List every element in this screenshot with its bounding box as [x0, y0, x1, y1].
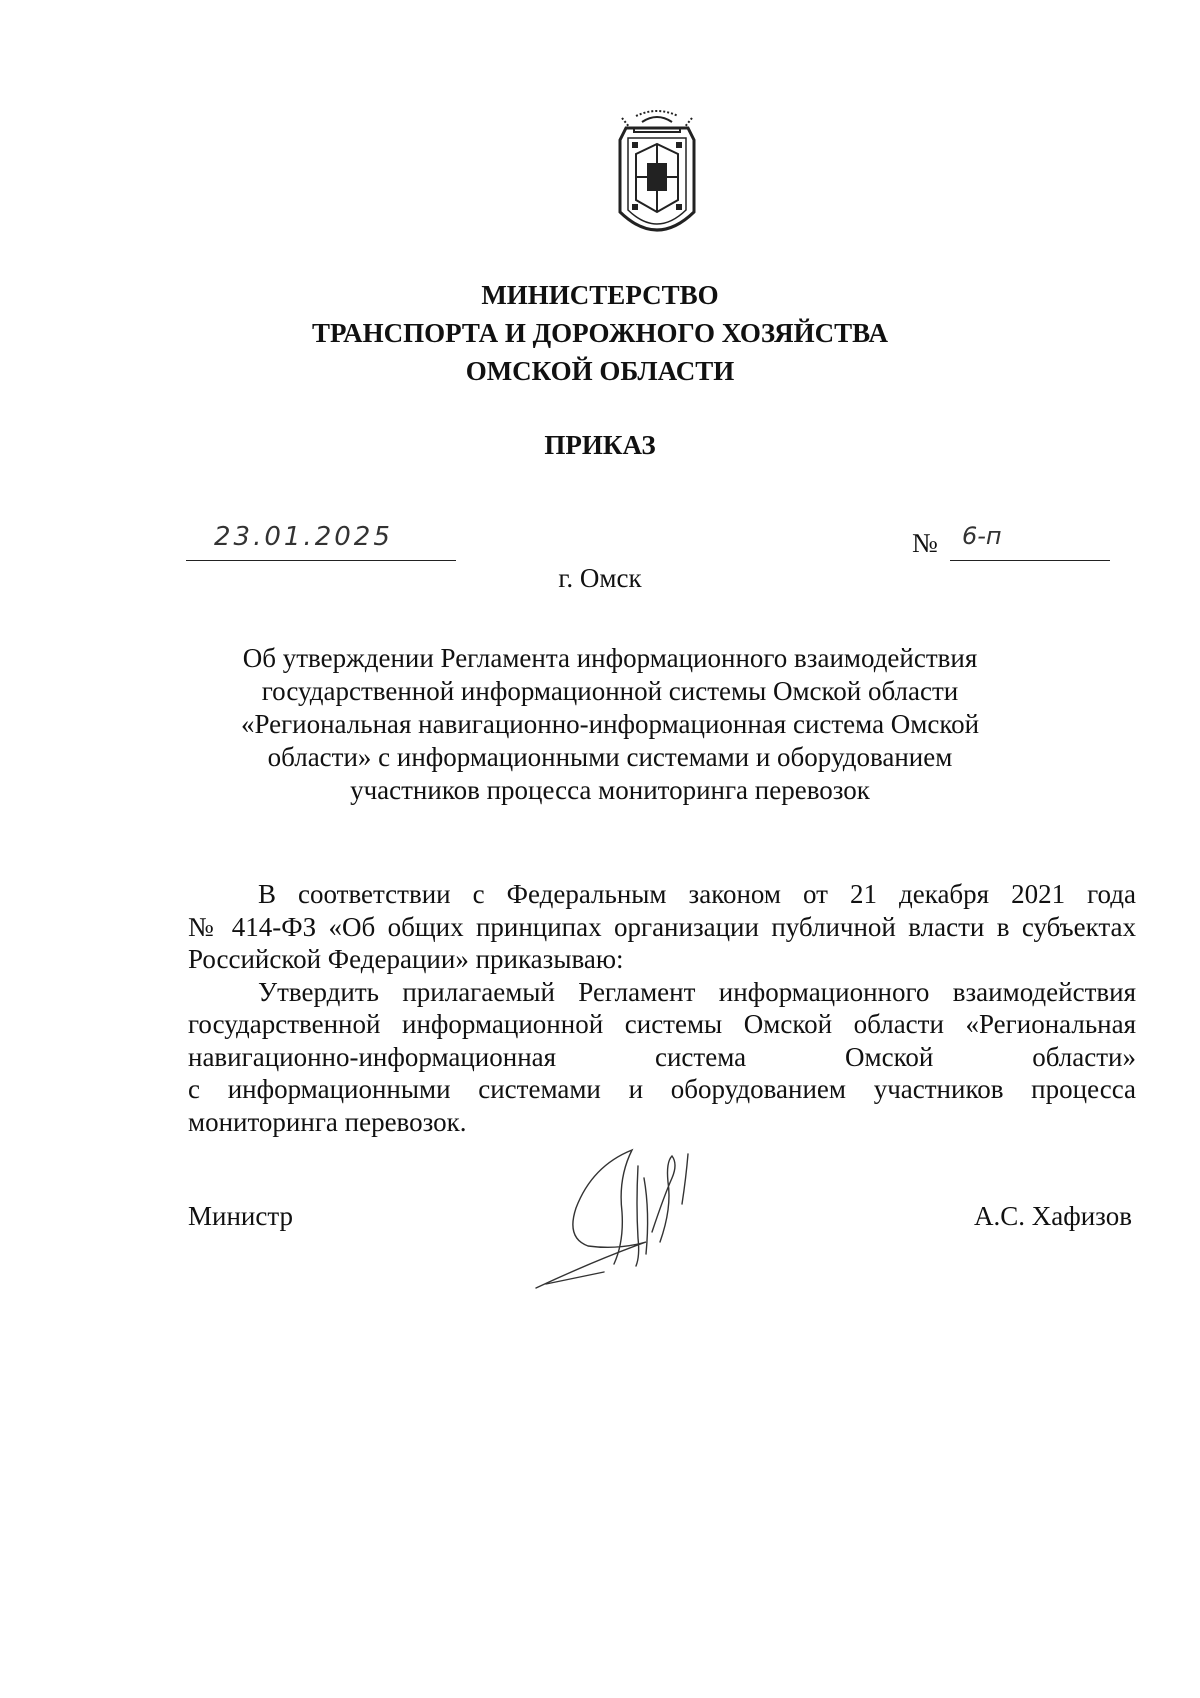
subject-line: «Региональная навигационно-информационная система Омской	[240, 709, 980, 739]
subject-line: участников процесса мониторинга перевозок	[350, 775, 870, 805]
subject-line: Об утверждении Регламента информационного взаимодействия	[242, 643, 978, 673]
ministry-line-2: ТРАНСПОРТА И ДОРОЖНОГО ХОЗЯЙСТВА	[312, 318, 888, 348]
number-underline	[950, 524, 1110, 561]
body-line: Утвердить прилагаемый Регламент информационного взаимодействия	[258, 976, 1136, 1007]
body-line: мониторинга перевозок.	[188, 1106, 467, 1137]
body-line: навигационно-информационная система Омской области»	[188, 1041, 1136, 1072]
city-name: г. Омск	[558, 563, 642, 593]
order-subject	[230, 642, 990, 807]
document-type-heading: ПРИКАЗ	[544, 430, 656, 460]
ministry-line-1: МИНИСТЕРСТВО	[481, 280, 719, 310]
signatory-name: А.С. Хафизов	[974, 1201, 1132, 1231]
date-field	[186, 524, 456, 561]
handwritten-signature	[526, 1138, 736, 1306]
body-line: Российской Федерации» приказываю:	[188, 944, 624, 974]
body-line: В соответствии с Федеральным законом от 21 декабря 2021 года	[258, 879, 1136, 909]
body-line: с информационными системами и оборудованием участников процесса	[188, 1074, 1136, 1104]
number-sign: №	[912, 528, 938, 558]
body-line: № 414-ФЗ «Об общих принципах организации публичной власти в субъектах	[188, 911, 1136, 942]
handwritten-date: 23.01.2025	[214, 522, 393, 552]
handwritten-number: 6-п	[962, 522, 1002, 550]
order-body	[188, 878, 1136, 1138]
ministry-name	[0, 276, 1200, 390]
coat-of-arms-emblem	[604, 108, 710, 256]
subject-line: области» с информационными системами и оборудованием	[267, 742, 953, 772]
ministry-line-3: ОМСКОЙ ОБЛАСТИ	[465, 356, 735, 386]
body-line: государственной информационной системы Омской области «Региональная	[188, 1009, 1136, 1039]
signatory-position: Министр	[188, 1201, 293, 1231]
subject-line: государственной информационной системы Омской области	[261, 676, 959, 706]
